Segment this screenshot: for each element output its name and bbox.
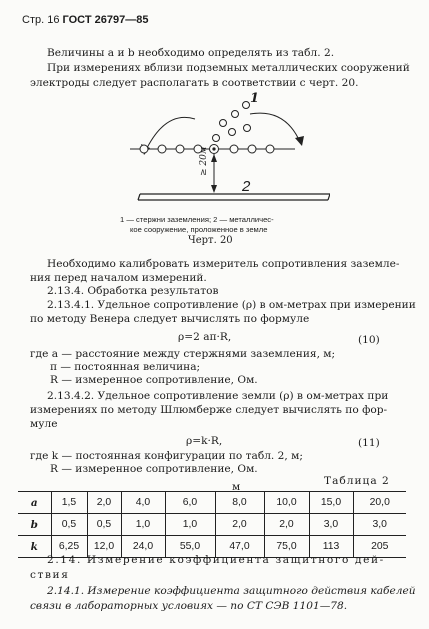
where-R: R — измеренное сопротивление, Ом.: [50, 374, 258, 386]
table-cell: 6,25: [51, 536, 87, 558]
table-2: [18, 491, 406, 558]
figure-caption-line-1: 1 — стержни заземления; 2 — металличес-: [120, 215, 274, 224]
calib-line-2: ния перед началом измерений.: [30, 272, 207, 284]
table-cell: 2,0: [215, 514, 264, 536]
formula-10-number: (10): [358, 334, 380, 346]
formula-11: ρ=k·R,: [186, 435, 223, 447]
standard-code: ГОСТ 26797—85: [62, 14, 149, 26]
where-pi: π — постоянная величина;: [50, 361, 201, 373]
table-2-unit: м: [232, 481, 241, 493]
where-R-2: R — измеренное сопротивление, Ом.: [50, 463, 258, 475]
table-cell: 113: [309, 536, 353, 558]
section-2-14-line-2: ствия: [30, 569, 70, 581]
formula-10: ρ=2 aπ·R,: [178, 331, 232, 343]
table-row: [18, 514, 406, 536]
figure-title: Черт. 20: [188, 235, 233, 246]
section-2-13-4: 2.13.4. Обработка результатов: [47, 285, 219, 297]
table-cell: 55,0: [165, 536, 215, 558]
table-cell: k: [30, 540, 38, 553]
table-cell: 24,0: [121, 536, 165, 558]
table-cell: 75,0: [264, 536, 309, 558]
table-cell: 4,0: [121, 492, 165, 514]
figure-dim-label: ≥ 20м: [199, 146, 209, 176]
section-2-14: 2.14. Измерение коэффициента защитного дей-: [47, 554, 385, 566]
section-2-13-4-1-l1: 2.13.4.1. Удельное сопротивление (ρ) в ом-метрах при измерении: [47, 299, 416, 311]
table-cell: 1,0: [121, 514, 165, 536]
table-cell: 2,0: [264, 514, 309, 536]
page-number: Стр. 16: [22, 14, 60, 26]
formula-11-number: (11): [358, 437, 380, 449]
where-a: где a — расстояние между стержнями заземления, м;: [30, 348, 336, 360]
page-header: [22, 14, 148, 26]
table-cell: 15,0: [309, 492, 353, 514]
figure-label-1: 1: [250, 91, 260, 106]
figure-caption-line-2: кое сооружение, проложенное в земле: [130, 225, 268, 234]
intro-line-1: Величины a и b необходимо определять из табл. 2.: [47, 47, 335, 59]
table-cell: 8,0: [215, 492, 264, 514]
section-2-13-4-2-l1: 2.13.4.2. Удельное сопротивление земли (ρ) в ом-метрах при: [47, 390, 389, 402]
where-k: где k — постоянная конфигурации по табл. 2, м;: [30, 450, 303, 462]
intro-line-2: При измерениях вблизи подземных металлических сооружений: [47, 62, 410, 74]
table-cell: 0,5: [87, 514, 121, 536]
table-cell: 12,0: [87, 536, 121, 558]
table-cell: 3,0: [353, 514, 406, 536]
table-cell: 20,0: [353, 492, 406, 514]
table-cell: 0,5: [51, 514, 87, 536]
section-2-14-1-l2: связи в лабораторных условиях — по СТ СЭВ 1101—78.: [30, 600, 348, 612]
table-cell: a: [30, 496, 38, 509]
figure-label-2: 2: [242, 178, 251, 195]
section-2-14-1-l1: 2.14.1. Измерение коэффициента защитного действия кабелей: [47, 585, 416, 597]
table-cell: 3,0: [309, 514, 353, 536]
table-cell: b: [30, 518, 38, 531]
table-cell: 2,0: [87, 492, 121, 514]
intro-line-3: электроды следует располагать в соответствии с черт. 20.: [30, 77, 359, 89]
table-cell: 1,5: [51, 492, 87, 514]
table-cell: 1,0: [165, 514, 215, 536]
table-cell: 205: [353, 536, 406, 558]
section-2-13-4-1-l2: по методу Венера следует вычислять по формуле: [30, 313, 310, 325]
calib-line-1: Необходимо калибровать измеритель сопротивления заземле-: [47, 258, 400, 270]
table-cell: 10,0: [264, 492, 309, 514]
table-row: [18, 492, 406, 514]
table-2-title: Таблица 2: [324, 475, 390, 487]
table-cell: 47,0: [215, 536, 264, 558]
figure-20-drawing: [120, 92, 330, 217]
table-cell: 6,0: [165, 492, 215, 514]
section-2-13-4-2-l3: муле: [30, 418, 58, 430]
section-2-13-4-2-l2: измерениях по методу Шлюмберже следует вычислять по фор-: [30, 404, 388, 416]
